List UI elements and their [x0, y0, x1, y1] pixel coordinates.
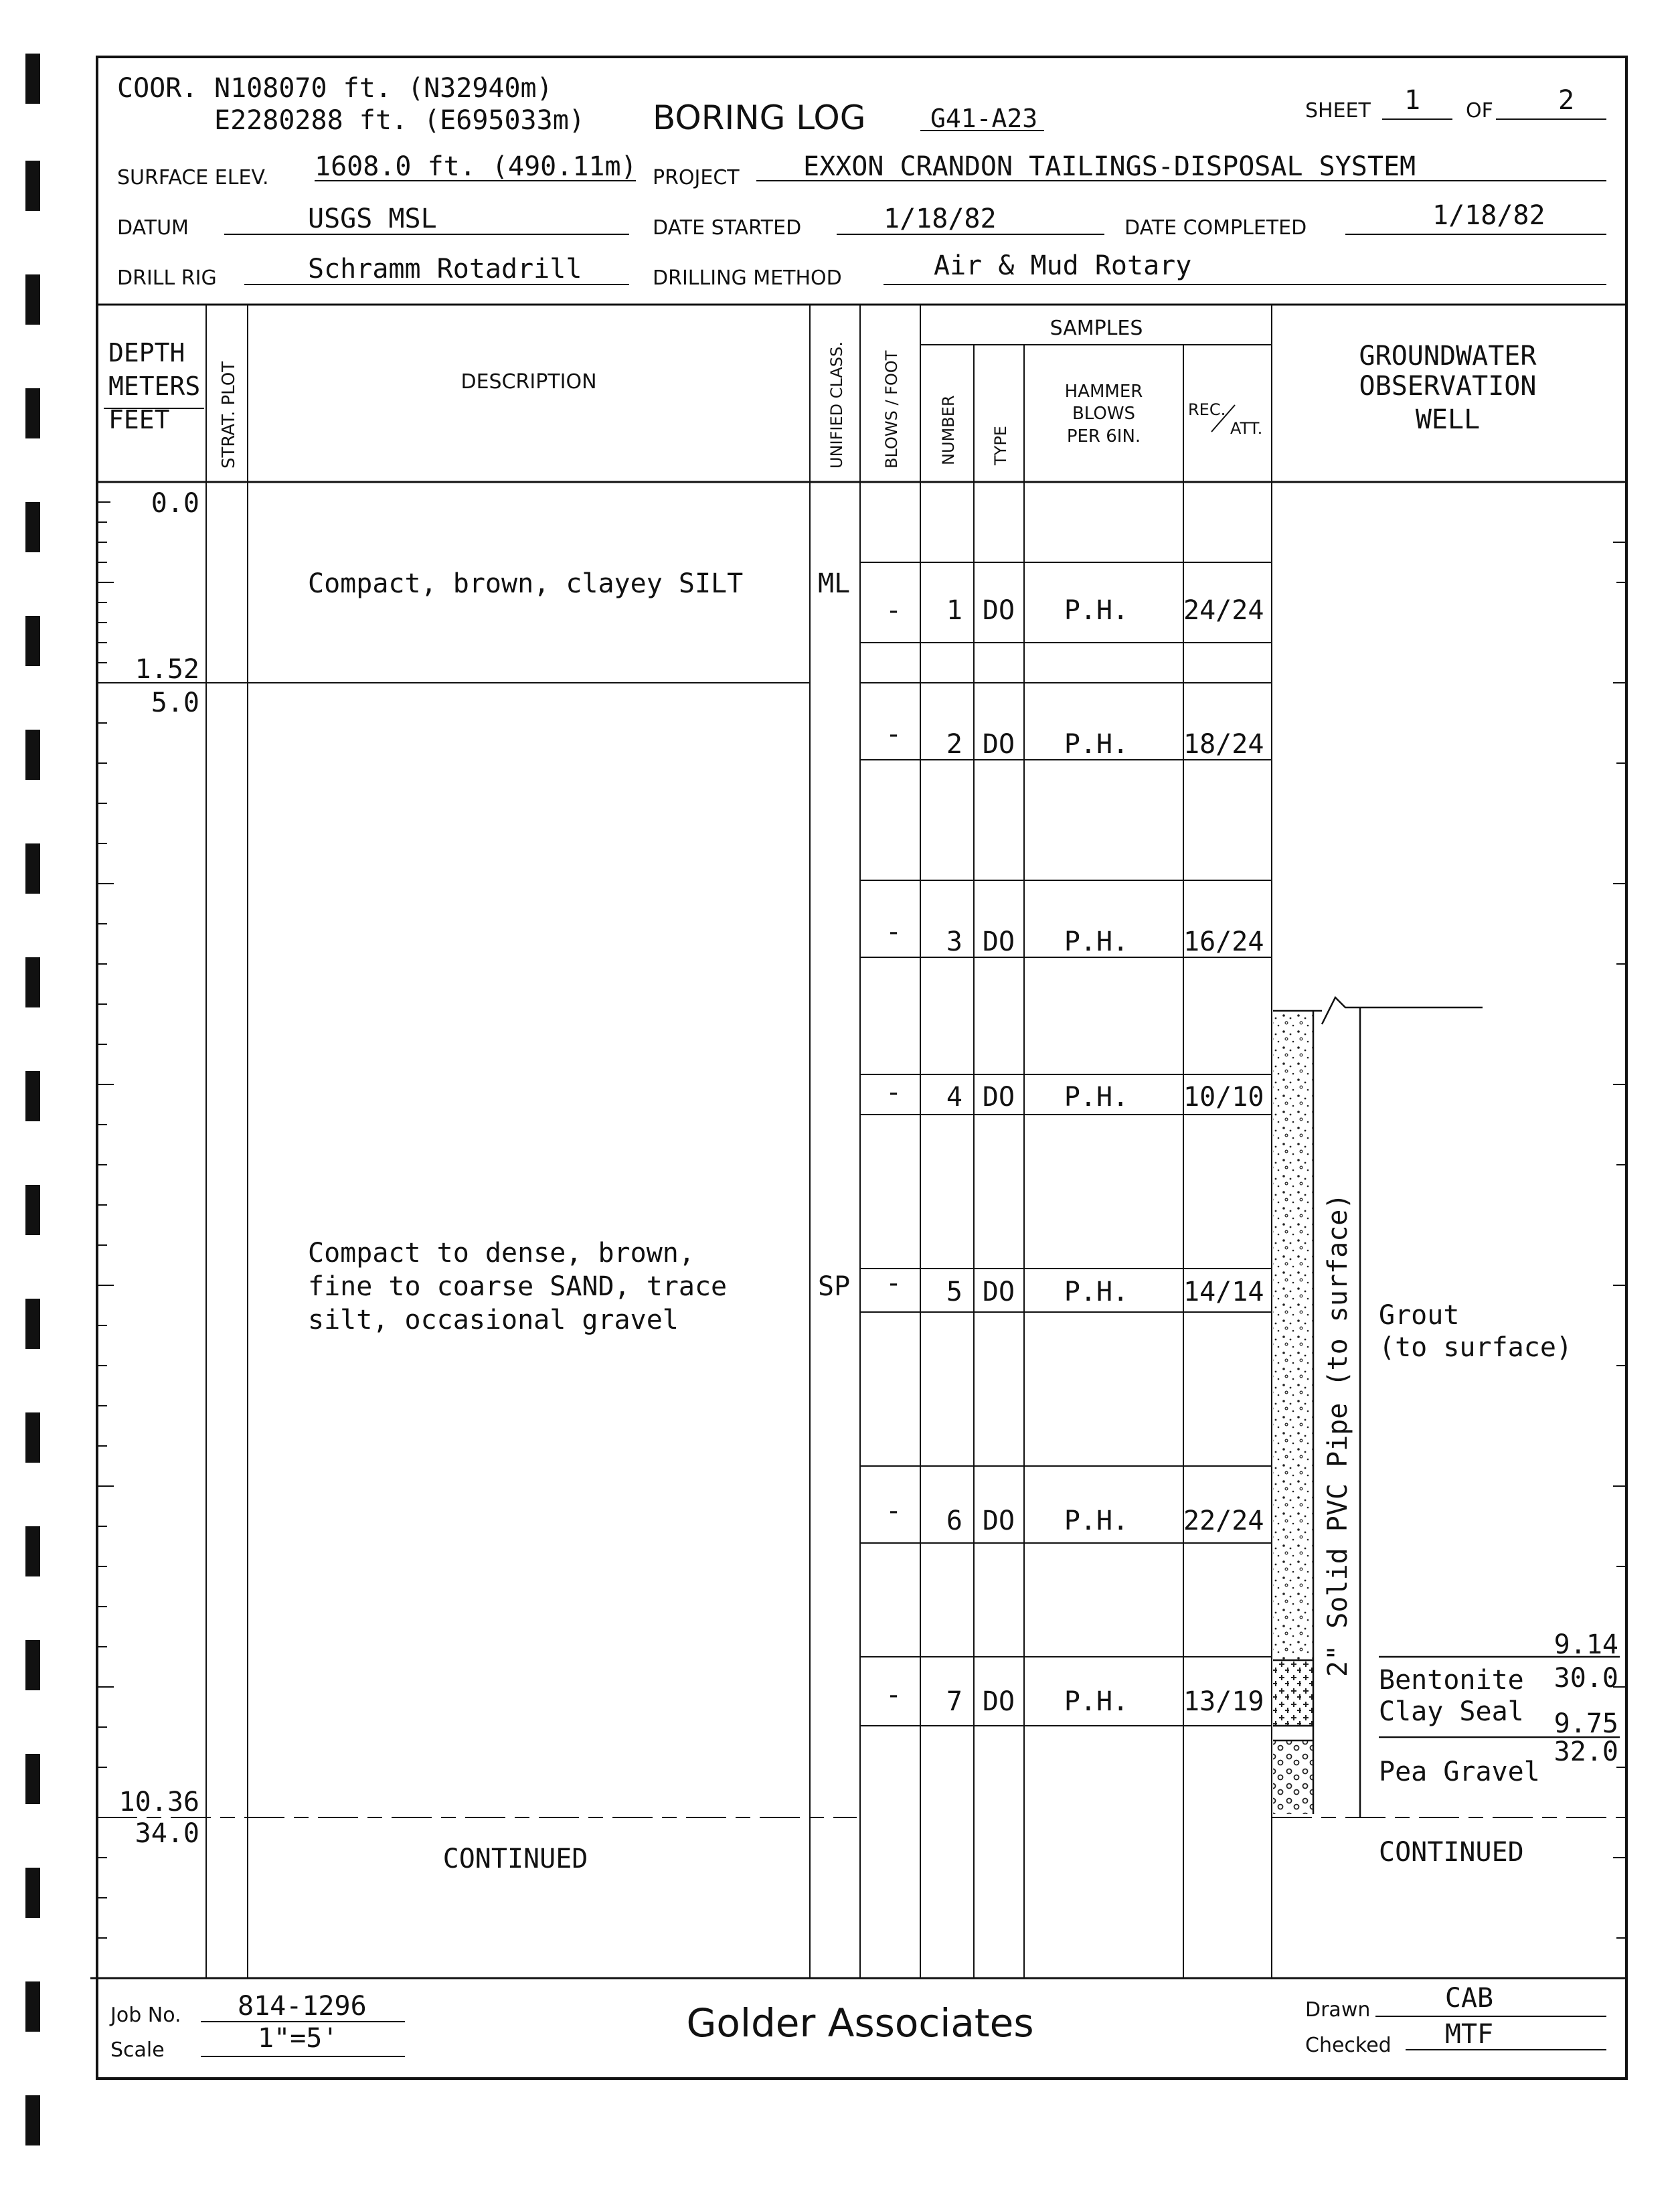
column-headers — [108, 317, 1537, 469]
drawn-by: CAB — [1444, 1983, 1494, 2014]
sample-row — [886, 1077, 1264, 1113]
company-name: Golder Associates — [686, 2000, 1034, 2046]
sample-type: DO — [982, 1686, 1015, 1717]
sample-type: DO — [982, 729, 1015, 760]
drill-rig: Schramm Rotadrill — [308, 254, 582, 285]
sample-blows: - — [885, 1268, 902, 1299]
binding-hole — [25, 1412, 40, 1463]
continued-left: CONTINUED — [442, 1844, 588, 1874]
sample-type: DO — [982, 1277, 1015, 1307]
project-name: EXXON CRANDON TAILINGS-DISPOSAL SYSTEM — [803, 151, 1416, 182]
bentonite-fill — [1273, 1660, 1313, 1726]
surface-elev-label: SURFACE ELEV. — [117, 166, 269, 189]
pea-gravel-label: Pea Gravel — [1379, 1757, 1540, 1787]
sample-rec-att: 14/14 — [1183, 1277, 1264, 1307]
depth-label: 0.0 — [151, 488, 199, 519]
grout-fill — [1273, 1011, 1313, 1660]
of-label: OF — [1466, 99, 1493, 123]
sample-row — [886, 1495, 1264, 1536]
page-title: BORING LOG — [653, 98, 866, 137]
sample-rec-att: 13/19 — [1183, 1686, 1264, 1717]
sample-rec-att: 24/24 — [1183, 595, 1264, 626]
binding-hole — [25, 502, 40, 552]
pea-gravel-fill — [1273, 1740, 1313, 1814]
pipe-top-break — [1322, 997, 1483, 1024]
clay-seal-label: Clay Seal — [1379, 1696, 1524, 1727]
sample-rec-att: 18/24 — [1183, 729, 1264, 760]
layer-1-class: ML — [818, 568, 851, 599]
col-hammer-2: BLOWS — [1072, 404, 1136, 424]
sample-hammer: P.H. — [1064, 926, 1129, 957]
binding-hole — [25, 1071, 40, 1121]
binding-hole — [25, 616, 40, 666]
binding-hole — [25, 1640, 40, 1690]
sample-hammer: P.H. — [1064, 1506, 1129, 1536]
sample-hammer: P.H. — [1064, 595, 1129, 626]
depth-label: 10.36 — [118, 1787, 199, 1817]
depth-label: 5.0 — [151, 687, 199, 718]
layer-2-description: silt, occasional gravel — [308, 1305, 679, 1335]
col-gw-1: GROUNDWATER — [1359, 341, 1537, 372]
binding-hole — [25, 1185, 40, 1235]
layer-2-description: Compact to dense, brown, — [308, 1238, 695, 1269]
checked-by: MTF — [1444, 2019, 1494, 2050]
layer-2-class: SP — [818, 1271, 851, 1302]
job-number: 814-1296 — [238, 1991, 367, 2022]
sample-blows: - — [885, 1495, 902, 1526]
sample-rec-att: 10/10 — [1183, 1082, 1264, 1113]
well-labels — [1323, 1194, 1618, 1868]
sample-number: 1 — [946, 595, 962, 626]
sample-blows: - — [885, 1077, 902, 1108]
col-blows-foot: BLOWS / FOOT — [882, 350, 901, 469]
binding-holes — [25, 54, 40, 2145]
sample-type: DO — [982, 1506, 1015, 1536]
depth-label: 34.0 — [135, 1818, 199, 1849]
samples — [886, 595, 1264, 1717]
sample-row — [886, 595, 1264, 626]
binding-hole — [25, 54, 40, 104]
continued-right: CONTINUED — [1379, 1837, 1524, 1868]
bentonite-label: Bentonite — [1379, 1665, 1524, 1696]
sample-hammer: P.H. — [1064, 1082, 1129, 1113]
binding-hole — [25, 1754, 40, 1804]
well-depth-300: 30.0 — [1553, 1663, 1618, 1694]
datum-label: DATUM — [117, 216, 189, 240]
sample-rec-att: 22/24 — [1183, 1506, 1264, 1536]
binding-hole — [25, 2095, 40, 2145]
sample-blows: - — [885, 1680, 902, 1710]
sample-blows: - — [885, 595, 902, 626]
sample-hammer: P.H. — [1064, 729, 1129, 760]
sample-type: DO — [982, 595, 1015, 626]
col-unified-class: UNIFIED CLASS. — [827, 341, 846, 469]
drilling-method: Air & Mud Rotary — [934, 250, 1192, 281]
date-started-label: DATE STARTED — [653, 216, 802, 240]
surface-elev: 1608.0 ft. (490.11m) — [315, 151, 637, 182]
sample-hammer: P.H. — [1064, 1686, 1129, 1717]
sample-row — [886, 1680, 1264, 1717]
sample-number: 4 — [946, 1082, 962, 1113]
binding-hole — [25, 274, 40, 325]
layer-descriptions — [308, 568, 850, 1874]
job-label: Job No. — [110, 2004, 181, 2027]
col-depth-label: DEPTH — [108, 338, 185, 368]
coor-north: N108070 ft. (N32940m) — [214, 73, 553, 104]
sample-row — [886, 719, 1264, 760]
date-completed: 1/18/82 — [1432, 200, 1545, 231]
pvc-pipe-label: 2" Solid PVC Pipe (to surface) — [1323, 1193, 1353, 1677]
drilling-method-label: DRILLING METHOD — [653, 266, 842, 290]
well-depth-914: 9.14 — [1553, 1629, 1618, 1660]
binding-hole — [25, 1981, 40, 2032]
sheet-total: 2 — [1558, 85, 1575, 116]
binding-hole — [25, 730, 40, 780]
binding-hole — [25, 843, 40, 894]
project-label: PROJECT — [653, 166, 740, 189]
coor-label: COOR. — [117, 73, 198, 104]
layer-1-description: Compact, brown, clayey SILT — [308, 568, 744, 599]
binding-hole — [25, 1526, 40, 1576]
sample-row — [886, 916, 1264, 957]
grout-label: Grout — [1379, 1300, 1460, 1331]
sample-number: 6 — [946, 1506, 962, 1536]
sample-blows: - — [885, 916, 902, 947]
col-hammer-3: PER 6IN. — [1066, 426, 1141, 447]
col-strat-plot: STRAT. PLOT — [219, 361, 239, 469]
date-completed-label: DATE COMPLETED — [1124, 216, 1307, 240]
col-number: NUMBER — [939, 395, 958, 465]
sample-number: 2 — [946, 729, 962, 760]
depth-label: 1.52 — [135, 654, 199, 685]
binding-hole — [25, 1868, 40, 1918]
well-depth-975: 9.75 — [1553, 1708, 1618, 1739]
col-att: ATT. — [1230, 419, 1263, 438]
sample-number: 5 — [946, 1277, 962, 1307]
scale-value: 1"=5' — [258, 2023, 339, 2054]
sample-blows: - — [885, 719, 902, 750]
header — [117, 73, 1574, 290]
col-hammer-1: HAMMER — [1064, 382, 1143, 402]
sample-rec-att: 16/24 — [1183, 926, 1264, 957]
drill-rig-label: DRILL RIG — [117, 266, 217, 290]
sheet-number: 1 — [1404, 85, 1421, 116]
sample-number: 3 — [946, 926, 962, 957]
layer-2-description: fine to coarse SAND, trace — [308, 1271, 728, 1302]
col-description: DESCRIPTION — [460, 370, 597, 394]
sample-row — [886, 1268, 1264, 1307]
col-depth-feet: FEET — [108, 405, 170, 434]
checked-label: Checked — [1305, 2034, 1392, 2057]
binding-hole — [25, 388, 40, 438]
drawn-label: Drawn — [1305, 1998, 1371, 2022]
col-gw-3: WELL — [1415, 404, 1481, 435]
boring-id: G41-A23 — [930, 104, 1038, 133]
depth-labels — [119, 488, 199, 1849]
date-started: 1/18/82 — [884, 204, 997, 234]
well-depth-320: 32.0 — [1553, 1736, 1618, 1767]
binding-hole — [25, 957, 40, 1007]
coor-east: E2280288 ft. (E695033m) — [214, 105, 585, 136]
col-samples: SAMPLES — [1049, 317, 1143, 340]
sample-number: 7 — [946, 1686, 962, 1717]
grout-label-2: (to surface) — [1379, 1332, 1572, 1363]
col-gw-2: OBSERVATION — [1359, 371, 1537, 402]
scale-label: Scale — [110, 2038, 165, 2062]
binding-hole — [25, 161, 40, 211]
sample-type: DO — [982, 926, 1015, 957]
datum: USGS MSL — [308, 204, 437, 234]
col-depth-meters: METERS — [108, 372, 201, 401]
col-rec: REC. — [1188, 400, 1226, 419]
col-type: TYPE — [991, 426, 1010, 465]
binding-hole — [25, 1299, 40, 1349]
sample-hammer: P.H. — [1064, 1277, 1129, 1307]
sample-type: DO — [982, 1082, 1015, 1113]
sheet-label: SHEET — [1305, 99, 1371, 123]
